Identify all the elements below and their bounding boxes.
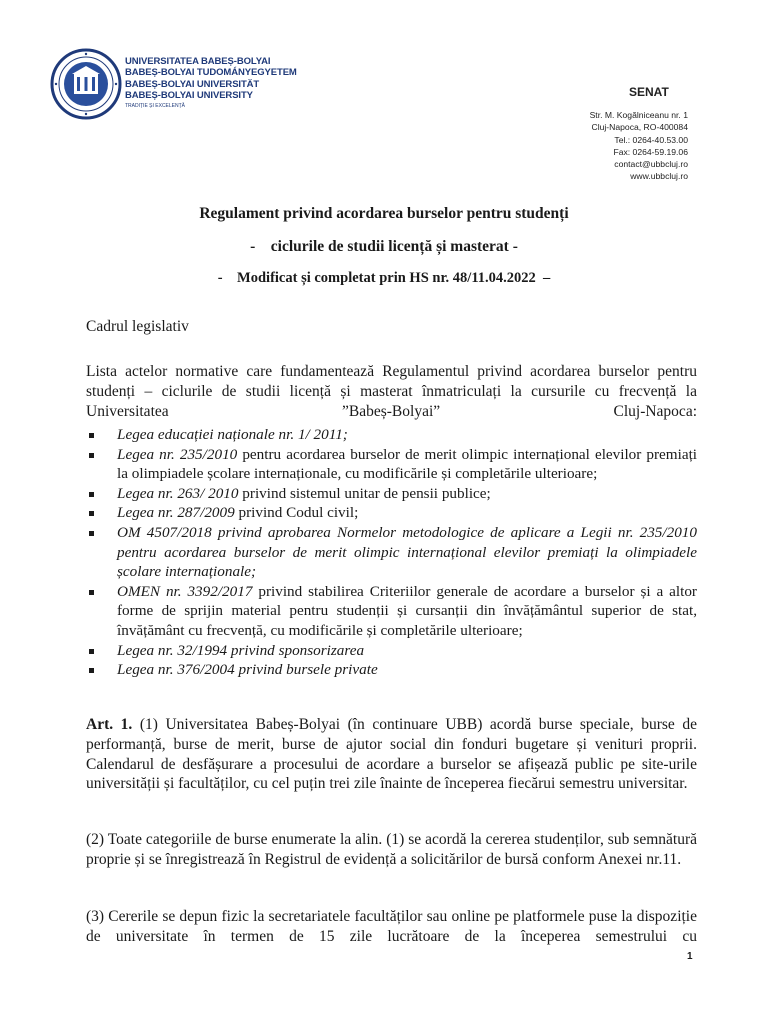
bullet-icon xyxy=(89,453,94,458)
document-title: Regulament privind acordarea burselor pentru studenți xyxy=(199,205,569,222)
article-label: Art. 1. xyxy=(86,716,133,733)
list-item: Legea nr. 32/1994 privind sponsorizarea xyxy=(86,641,697,661)
ubb-seal-icon xyxy=(50,48,122,120)
list-item: Legea nr. 287/2009 privind Codul civil; xyxy=(86,503,697,523)
university-name-de: BABEȘ-BOLYAI UNIVERSITÄT xyxy=(125,78,260,90)
article-1-paragraph-2: (2) Toate categoriile de burse enumerate la alin. (1) se acordă la cererea studenților, sub semnătură proprie și se înregistrează în Registrul de evidență a solicitărilor de bursă conform Anexei nr.11. xyxy=(86,831,697,868)
section-heading: Cadrul legislativ xyxy=(86,318,189,335)
intro-paragraph: Lista actelor normative care fundamentează Regulamentul privind acordarea burselor pentru studenți – ciclurile de studii licență și masterat înmatriculați la cursurile cu frecvență la Universitatea ”Babeș-Bolyai” Cluj-Napoca: xyxy=(86,363,697,420)
contact-phone: Tel.: 0264-40.53.00 xyxy=(614,134,688,145)
document-amendment: - Modificat și completat prin HS nr. 48/11.04.2022 – xyxy=(217,270,551,286)
contact-fax: Fax: 0264-59.19.06 xyxy=(613,146,688,157)
bullet-icon xyxy=(89,492,94,497)
tagline: TRADIȚIE ȘI EXCELENȚĂ xyxy=(125,103,186,109)
list-item: OMEN nr. 3392/2017 privind stabilirea Criteriilor generale de acordare a burselor și a altor forme de sprijin material pentru studenții și cursanții din învățământul superior de stat, învățământ cu frecvență, cu modificările și completările ulterioare; xyxy=(86,582,697,641)
article-1-paragraph-1: Art. 1. (1) Universitatea Babeș-Bolyai (în continuare UBB) acordă burse speciale, burse de performanță, burse de merit, burse de ajutor social din fonduri bugetare și venituri proprii. Calendarul de desfășurare a procesului de acordare a burselor se afișează public pe site-urile universității și facultăților, cu cel puțin trei zile înainte de începerea fiecărui semestru universitar. xyxy=(86,716,697,793)
contact-email: contact@ubbcluj.ro xyxy=(614,159,688,170)
university-names xyxy=(125,56,297,101)
article-1-paragraph-3: (3) Cererile se depun fizic la secretariatele facultăților sau online pe platformele puse la dispoziție de universitate în termen de 15 zile lucrătoare de la începerea semestrului cu xyxy=(86,908,697,945)
list-item: Legea nr. 263/ 2010 privind sistemul unitar de pensii publice; xyxy=(86,484,697,504)
contact-city: Cluj-Napoca, RO-400084 xyxy=(591,122,688,133)
bullet-icon xyxy=(89,511,94,516)
university-name-en: BABEȘ-BOLYAI UNIVERSITY xyxy=(125,89,253,101)
contact-block xyxy=(488,109,688,183)
list-item: Legea nr. 376/2004 privind bursele private xyxy=(86,660,697,680)
contact-website: www.ubbcluj.ro xyxy=(630,171,688,182)
list-item: Legea nr. 235/2010 pentru acordarea burselor de merit olimpic internațional elevilor premiați la olimpiadele școlare internaționale, cu modificările și completările ulterioare; xyxy=(86,445,697,484)
bullet-icon xyxy=(89,649,94,654)
document-subtitle: - ciclurile de studii licență și masterat - xyxy=(250,238,518,255)
bullet-icon xyxy=(89,433,94,438)
bullet-icon xyxy=(89,668,94,673)
university-name-hu: BABEȘ-BOLYAI TUDOMÁNYEGYETEM xyxy=(125,67,297,79)
bullet-icon xyxy=(89,531,94,536)
bullet-icon xyxy=(89,590,94,595)
page-number: 1 xyxy=(687,951,693,962)
law-list xyxy=(86,425,697,680)
contact-address: Str. M. Kogălniceanu nr. 1 xyxy=(589,110,688,120)
list-item: Legea educației naționale nr. 1/ 2011; xyxy=(86,425,697,445)
university-name-ro: UNIVERSITATEA BABEȘ-BOLYAI xyxy=(125,56,271,67)
department-label: SENAT xyxy=(629,85,669,99)
list-item: OM 4507/2018 privind aprobarea Normelor metodologice de aplicare a Legii nr. 235/2010 pentru acordarea burselor de merit olimpic internațional elevilor premiați la olimpiadele școlare internaționale; xyxy=(86,523,697,582)
